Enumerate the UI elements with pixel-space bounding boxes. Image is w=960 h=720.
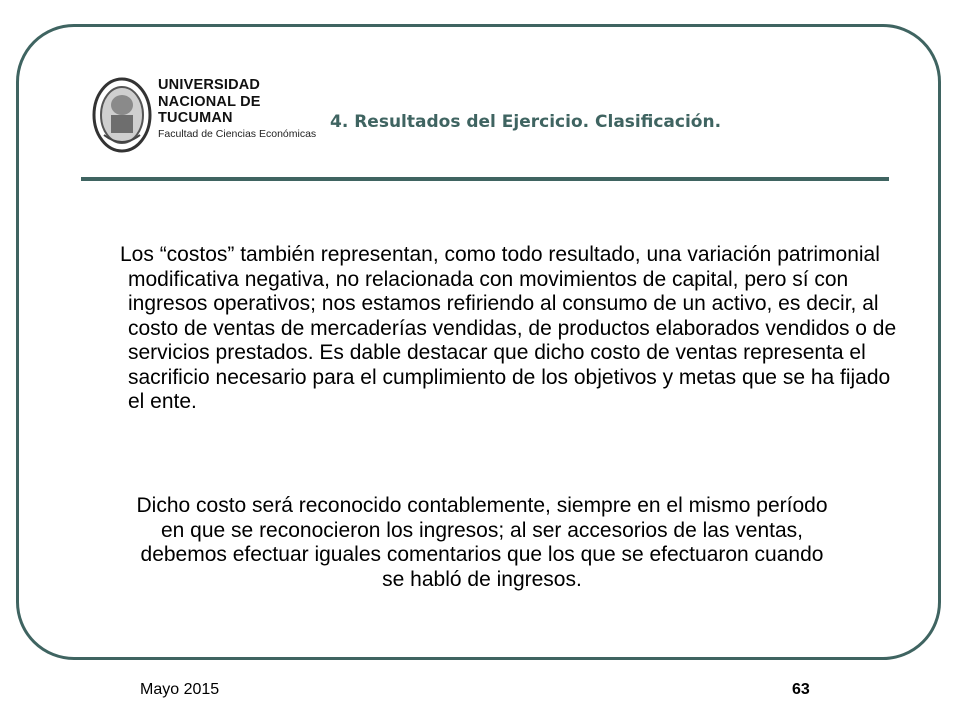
- slide-title: 4. Resultados del Ejercicio. Clasificación.: [330, 112, 722, 132]
- body-paragraph-1: Los “costos” también representan, como todo resultado, una variación patrimonial modificativa negativa, no relacionada con movimientos de capital, pero sí con ingresos operativos; nos estamos refiriendo al consumo de un activo, es decir, al costo de ventas de mercaderías vendidas, de productos elaborados vendidos o de servicios prestados. Es dable destacar que dicho costo de ventas representa el sacrificio necesario para el cumplimiento de los objetivos y metas que se ha fijado el ente.: [120, 243, 897, 413]
- logo-line-2: NACIONAL DE: [158, 93, 261, 110]
- logo-line-3: TUCUMAN: [158, 110, 233, 126]
- logo-line-1: UNIVERSIDAD: [158, 77, 261, 93]
- university-logo: [90, 75, 330, 155]
- footer-date: Mayo 2015: [140, 681, 220, 698]
- logo-subtitle: Facultad de Ciencias Económicas: [158, 127, 317, 140]
- title-divider: [81, 177, 889, 181]
- body-paragraph-2: Dicho costo será reconocido contablemente, siempre en el mismo período en que se reconocieron los ingresos; al ser accesorios de las ventas, debemos efectuar iguales comentarios que los que se efectuaron cuando se habló de ingresos.: [136, 494, 828, 591]
- page-number: 63: [792, 681, 810, 698]
- university-seal-icon: [90, 75, 154, 155]
